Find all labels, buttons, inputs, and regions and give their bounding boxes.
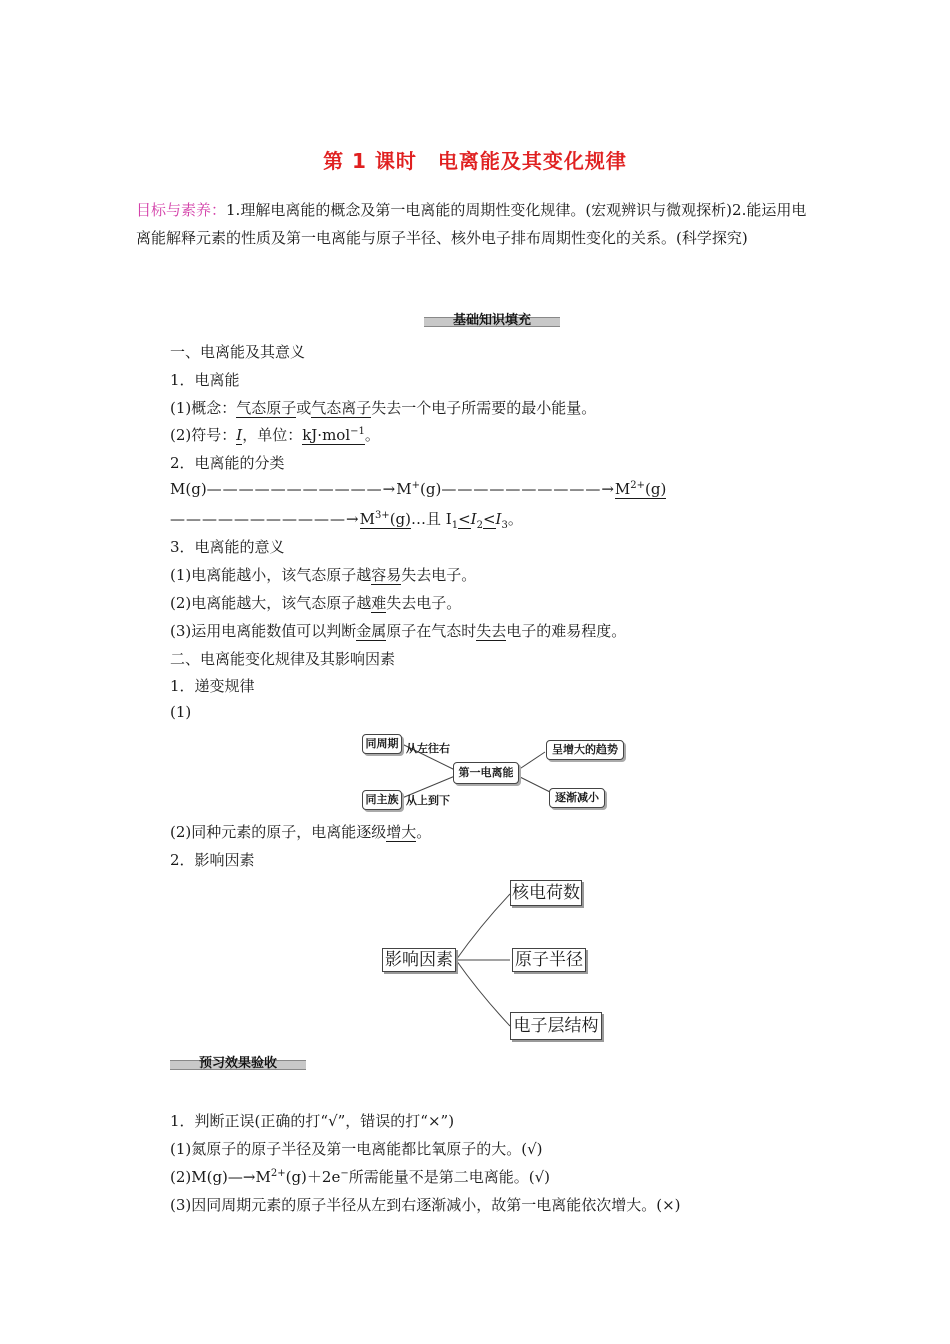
section-banner-review <box>170 1056 306 1072</box>
goals-text: 1.理解电离能的概念及第一电离能的周期性变化规律。(宏观辨识与微观探析)2.能运用电离能解释元素的性质及第一电离能与原子半径、核外电子排布周期性变化的关系。(科学探究) <box>136 201 807 247</box>
equation-line-1: $M(g)———————————\to M^+(g)——————————\to M^{2+}(g)$ <box>170 480 667 498</box>
meaning-3: (3)运用电离能数值可以判断金属原子在气态时失去电子的难易程度。 <box>170 622 627 640</box>
box-increasing-trend: 呈增大的趋势 <box>546 740 624 760</box>
box-atomic-radius: 原子半径 <box>512 948 586 972</box>
box-shell-structure: 电子层结构 <box>510 1012 602 1040</box>
quiz-question: 1．判断正误(正确的打“√”，错误的打“×”) <box>170 1112 455 1130</box>
quiz-item-2: $(2)M(g)—\to M^{2+}(g)+2e^-$所需能量不是第二电离能。(√) <box>170 1168 550 1186</box>
subsection-ionization-energy: 1．电离能 <box>170 371 240 389</box>
blank-easy: 容易 <box>371 566 402 584</box>
concept-line: (1)概念：气态原子或气态离子失去一个电子所需要的最小能量。 <box>170 399 597 417</box>
goals-label: 目标与素养： <box>136 201 227 219</box>
blank-hard: 难 <box>371 594 387 612</box>
equation-line-2: $———————————\to M^{3+}(g)\dots$且 $I_1<I_2<I_3$。 <box>170 510 523 531</box>
trend-item-2: (2)同种元素的原子，电离能逐级增大。 <box>170 823 432 841</box>
symbol-line: (2)符号：I，单位：kJ·mol$^{-1}$。 <box>170 426 380 444</box>
blank-increase: 增大 <box>386 823 417 841</box>
section-banner-text: 基础知识填充 <box>452 313 531 328</box>
quiz-item-1: (1)氮原子的原子半径及第一电离能都比氧原子的大。(√) <box>170 1140 543 1158</box>
box-same-period: 同周期 <box>362 734 402 754</box>
learning-goals <box>136 196 816 252</box>
box-nuclear-charge: 核电荷数 <box>510 880 582 906</box>
box-first-ionization: 第一电离能 <box>453 762 519 784</box>
box-decreasing: 逐渐减小 <box>549 788 605 808</box>
blank-m2plus: $M^{2+}(g)$ <box>614 480 667 498</box>
blank-symbol: I <box>236 426 243 444</box>
section-banner-basics <box>424 313 560 329</box>
blank-unit: kJ·mol$^{-1}$ <box>302 426 365 444</box>
label-top-to-bottom: 从上到下 <box>406 794 450 807</box>
subsection-factors: 2．影响因素 <box>170 851 255 869</box>
blank-metal: 金属 <box>356 622 387 640</box>
meaning-1: (1)电离能越小，该气态原子越容易失去电子。 <box>170 566 477 584</box>
box-influencing-factors: 影响因素 <box>382 948 456 972</box>
blank-m3plus: $M^{3+}(g)$ <box>359 510 411 528</box>
section-banner-text: 预习效果验收 <box>198 1056 277 1071</box>
factors-diagram <box>380 876 610 1044</box>
subsection-meaning: 3．电离能的意义 <box>170 538 285 556</box>
page-title: 第 1 课时 电离能及其变化规律 <box>323 149 627 173</box>
box-same-group: 同主族 <box>362 790 402 810</box>
trend-diagram <box>360 730 630 812</box>
trend-item-1: (1) <box>170 703 192 721</box>
blank-gaseous-atom: 气态原子 <box>236 399 297 417</box>
blank-lose: 失去 <box>476 622 507 640</box>
quiz-item-3: (3)因同周期元素的原子半径从左到右逐渐减小，故第一电离能依次增大。(×) <box>170 1196 681 1214</box>
subsection-trend: 1．递变规律 <box>170 677 255 695</box>
meaning-2: (2)电离能越大，该气态原子越难失去电子。 <box>170 594 462 612</box>
part2-heading: 二、电离能变化规律及其影响因素 <box>170 650 396 668</box>
label-left-to-right: 从左往右 <box>406 742 450 755</box>
blank-gaseous-ion: 气态离子 <box>311 399 372 417</box>
part1-heading: 一、电离能及其意义 <box>170 343 306 361</box>
subsection-classification: 2．电离能的分类 <box>170 454 285 472</box>
